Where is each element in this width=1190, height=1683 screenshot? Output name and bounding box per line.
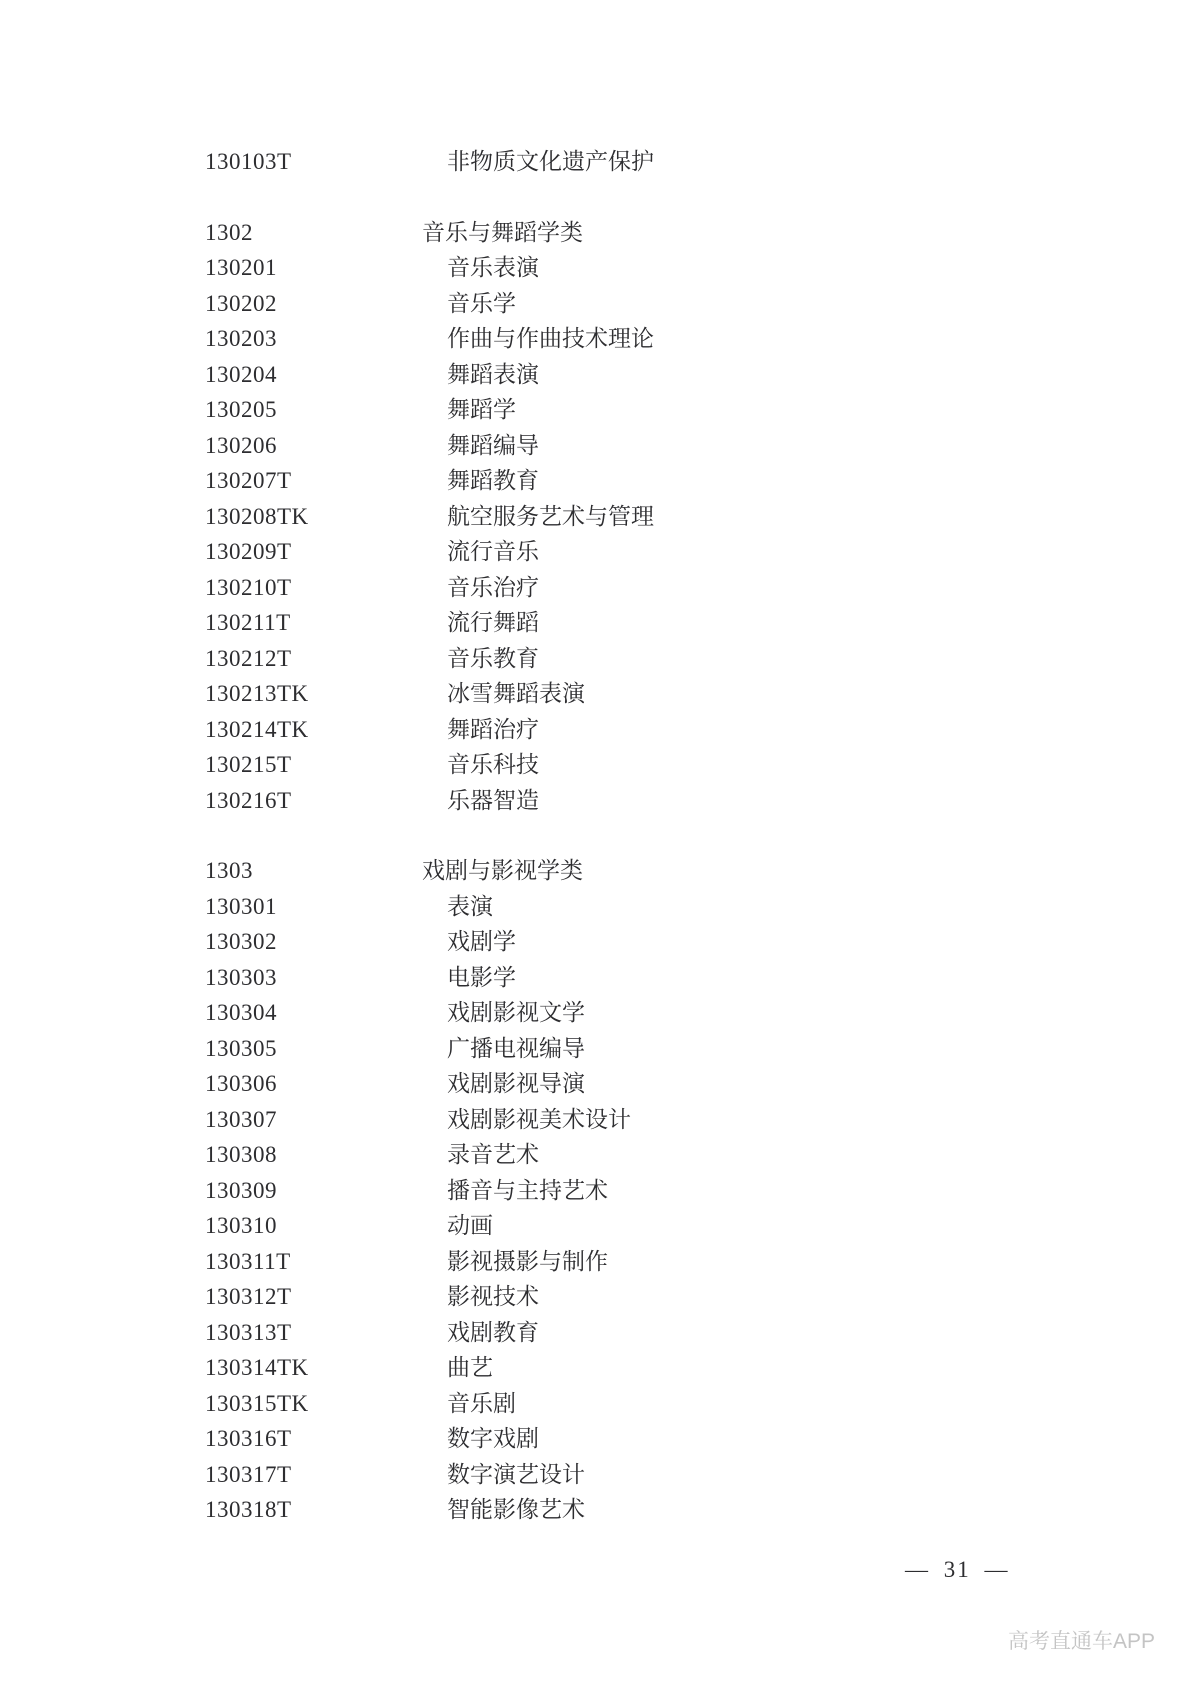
major-row	[0, 1421, 1190, 1457]
major-name: 智能影像艺术	[447, 1497, 585, 1522]
major-code: 1303	[205, 858, 253, 883]
major-row	[0, 215, 1190, 251]
major-row	[0, 676, 1190, 712]
major-row	[0, 286, 1190, 322]
major-name: 音乐学	[447, 290, 516, 316]
major-name: 音乐科技	[447, 752, 539, 777]
major-code: 130211T	[205, 610, 291, 635]
major-code: 130302	[205, 929, 277, 954]
major-row	[0, 960, 1190, 996]
major-code: 130314TK	[205, 1355, 309, 1380]
major-code: 130315TK	[205, 1390, 309, 1416]
major-code: 130307	[205, 1106, 277, 1132]
major-row	[0, 1031, 1190, 1067]
major-code-list	[0, 144, 1190, 1528]
major-row	[0, 357, 1190, 393]
major-row	[0, 1066, 1190, 1102]
major-name: 流行音乐	[447, 539, 539, 564]
major-row	[0, 144, 1190, 180]
major-row	[0, 1350, 1190, 1386]
major-name: 非物质文化遗产保护	[447, 149, 654, 174]
major-code: 130201	[205, 255, 277, 280]
major-name: 电影学	[447, 964, 516, 990]
major-row	[0, 747, 1190, 783]
major-row	[0, 1102, 1190, 1138]
major-name: 曲艺	[447, 1355, 493, 1380]
major-name: 作曲与作曲技术理论	[447, 326, 654, 351]
major-name: 戏剧与影视学类	[422, 858, 583, 883]
major-code: 130103T	[205, 149, 292, 174]
major-code: 130311T	[205, 1248, 291, 1274]
major-code: 130213TK	[205, 681, 309, 706]
major-code: 1302	[205, 219, 253, 245]
major-name: 动画	[447, 1213, 493, 1238]
major-row	[0, 1457, 1190, 1493]
major-row	[0, 712, 1190, 748]
major-row	[0, 605, 1190, 641]
major-code: 130204	[205, 361, 277, 387]
major-name: 音乐教育	[447, 645, 539, 671]
major-row	[0, 641, 1190, 677]
major-row	[0, 783, 1190, 819]
major-code: 130312T	[205, 1284, 292, 1309]
major-code: 130306	[205, 1071, 277, 1096]
major-name: 舞蹈学	[447, 397, 516, 422]
major-row	[0, 250, 1190, 286]
page-number: — 31 —	[905, 1557, 1010, 1582]
major-code: 130203	[205, 326, 277, 351]
major-code: 130215T	[205, 752, 292, 777]
major-row	[0, 1315, 1190, 1351]
major-row	[0, 428, 1190, 464]
major-name: 录音艺术	[447, 1142, 539, 1167]
major-name: 影视技术	[447, 1284, 539, 1309]
major-code: 130206	[205, 432, 277, 458]
major-row	[0, 889, 1190, 925]
major-name: 数字戏剧	[447, 1426, 539, 1451]
major-name: 音乐与舞蹈学类	[422, 219, 583, 245]
major-code: 130207T	[205, 468, 292, 493]
major-code: 130318T	[205, 1497, 292, 1522]
major-name: 冰雪舞蹈表演	[447, 681, 585, 706]
major-code: 130216T	[205, 787, 292, 813]
major-row	[0, 995, 1190, 1031]
major-name: 音乐表演	[447, 255, 539, 280]
major-row	[0, 1208, 1190, 1244]
major-code: 130310	[205, 1213, 277, 1238]
major-name: 流行舞蹈	[447, 610, 539, 635]
major-name: 音乐治疗	[447, 574, 539, 600]
major-name: 戏剧影视文学	[447, 1000, 585, 1025]
major-name: 舞蹈教育	[447, 468, 539, 493]
major-row	[0, 321, 1190, 357]
major-code: 130305	[205, 1035, 277, 1061]
watermark-gaokao-zhitongche-app: 高考直通车APP	[1008, 1630, 1156, 1653]
major-name: 播音与主持艺术	[447, 1177, 608, 1203]
major-row	[0, 392, 1190, 428]
major-code: 130205	[205, 397, 277, 422]
major-row	[0, 1279, 1190, 1315]
major-code: 130309	[205, 1177, 277, 1203]
major-code: 130303	[205, 964, 277, 990]
major-row	[0, 1492, 1190, 1528]
major-row	[0, 1173, 1190, 1209]
major-name: 音乐剧	[447, 1390, 516, 1416]
major-row	[0, 853, 1190, 889]
major-row	[0, 499, 1190, 535]
major-code: 130210T	[205, 574, 292, 600]
major-code: 130208TK	[205, 503, 309, 529]
major-row	[0, 570, 1190, 606]
major-name: 戏剧教育	[447, 1319, 539, 1345]
major-row	[0, 1244, 1190, 1280]
major-name: 广播电视编导	[447, 1035, 585, 1061]
major-name: 戏剧影视美术设计	[447, 1106, 631, 1132]
major-code: 130304	[205, 1000, 277, 1025]
major-code: 130317T	[205, 1461, 292, 1487]
major-row	[0, 1386, 1190, 1422]
major-code: 130301	[205, 893, 277, 919]
major-name: 舞蹈治疗	[447, 716, 539, 742]
major-name: 航空服务艺术与管理	[447, 503, 654, 529]
major-name: 表演	[447, 893, 493, 919]
major-name: 戏剧学	[447, 929, 516, 954]
major-code: 130214TK	[205, 716, 309, 742]
major-name: 戏剧影视导演	[447, 1071, 585, 1096]
major-code: 130209T	[205, 539, 292, 564]
major-name: 舞蹈编导	[447, 432, 539, 458]
major-code: 130202	[205, 290, 277, 316]
major-row	[0, 463, 1190, 499]
major-name: 乐器智造	[447, 787, 539, 813]
major-code: 130212T	[205, 645, 292, 671]
major-code: 130316T	[205, 1426, 292, 1451]
major-row	[0, 534, 1190, 570]
major-code: 130313T	[205, 1319, 292, 1345]
major-row	[0, 1137, 1190, 1173]
major-name: 数字演艺设计	[447, 1461, 585, 1487]
major-name: 舞蹈表演	[447, 361, 539, 387]
major-code: 130308	[205, 1142, 277, 1167]
major-row	[0, 924, 1190, 960]
major-name: 影视摄影与制作	[447, 1248, 608, 1274]
